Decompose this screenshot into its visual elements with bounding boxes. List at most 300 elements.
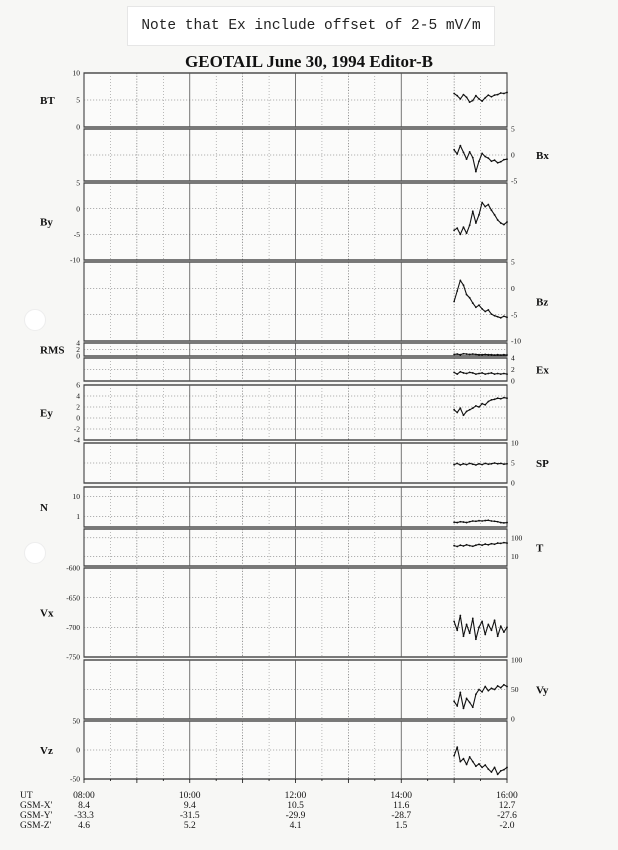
data-point (453, 353, 455, 355)
data-point (478, 463, 480, 465)
panel-bz (84, 258, 548, 346)
data-point (484, 353, 486, 355)
y-tick-label: 50 (72, 716, 80, 726)
data-point (503, 93, 505, 95)
data-point (475, 171, 477, 173)
data-point (481, 372, 483, 374)
data-point (487, 354, 489, 356)
data-point (459, 354, 461, 356)
data-point (466, 464, 468, 466)
x-tick-ut: 12:00 (284, 791, 307, 801)
data-point (478, 626, 480, 628)
data-point (469, 409, 471, 411)
data-point (459, 544, 461, 546)
data-point (453, 371, 455, 373)
data-point (481, 621, 483, 623)
data-point (466, 623, 468, 625)
panel-sp (84, 439, 549, 488)
panel-label-t: T (536, 542, 544, 555)
data-point (459, 280, 461, 282)
data-point (503, 397, 505, 399)
data-point (506, 221, 508, 223)
data-point (459, 145, 461, 147)
data-point (494, 398, 496, 400)
data-point (491, 543, 493, 545)
y-tick-label: 50 (511, 685, 519, 695)
data-point (487, 544, 489, 546)
data-point (463, 707, 465, 709)
y-tick-label: -50 (70, 774, 80, 784)
data-point (472, 618, 474, 620)
y-tick-label: 2 (76, 345, 80, 355)
panel-label-bz: Bz (536, 296, 549, 309)
x-axis-footer (20, 791, 518, 831)
panel-label-by: By (40, 216, 53, 229)
data-point (506, 373, 508, 375)
data-point (506, 463, 508, 465)
data-point (497, 94, 499, 96)
data-point (503, 224, 505, 226)
data-point (481, 308, 483, 310)
y-tick-label: 10 (72, 68, 80, 78)
data-point (469, 151, 471, 153)
data-point (466, 411, 468, 413)
data-point (475, 693, 477, 695)
data-point (491, 209, 493, 211)
data-point (453, 149, 455, 151)
data-point (478, 214, 480, 216)
data-point (463, 226, 465, 228)
data-point (494, 689, 496, 691)
data-point (466, 697, 468, 699)
data-point (469, 224, 471, 226)
y-tick-label: 2 (76, 402, 80, 412)
data-point (466, 373, 468, 375)
data-point (463, 635, 465, 637)
x-tick-z: 4.1 (289, 821, 302, 831)
data-point (459, 761, 461, 763)
y-tick-label: 1 (76, 512, 80, 522)
data-point (453, 621, 455, 623)
data-point (500, 522, 502, 524)
data-point (463, 372, 465, 374)
data-point (494, 767, 496, 769)
data-point (472, 463, 474, 465)
data-point (472, 302, 474, 304)
data-point (463, 545, 465, 547)
data-point (481, 767, 483, 769)
y-tick-label: 0 (511, 714, 515, 724)
y-tick-label: 10 (72, 492, 80, 502)
y-tick-label: 5 (511, 124, 515, 134)
data-point (478, 98, 480, 100)
y-tick-label: 0 (511, 478, 515, 488)
data-point (456, 95, 458, 97)
y-tick-label: 5 (511, 458, 515, 468)
data-point (506, 767, 508, 769)
x-tick-x: 11.6 (393, 801, 410, 811)
data-point (472, 545, 474, 547)
data-point (478, 544, 480, 546)
x-tick-x: 10.5 (287, 801, 304, 811)
data-point (491, 399, 493, 401)
panel-label-ex: Ex (536, 364, 549, 377)
x-tick-x: 9.4 (183, 801, 196, 811)
data-point (503, 159, 505, 161)
panel-vx (40, 564, 508, 662)
data-point (494, 543, 496, 545)
data-point (453, 755, 455, 757)
panel-vz (40, 717, 508, 784)
data-point (456, 522, 458, 524)
data-point (497, 397, 499, 399)
data-point (506, 354, 508, 356)
data-point (475, 95, 477, 97)
data-point (497, 354, 499, 356)
data-point (459, 464, 461, 466)
data-point (487, 519, 489, 521)
data-point (484, 156, 486, 158)
data-point (491, 629, 493, 631)
data-point (491, 687, 493, 689)
y-tick-label: -5 (511, 176, 518, 186)
data-point (459, 615, 461, 617)
data-point (481, 691, 483, 693)
y-tick-label: -5 (73, 229, 80, 239)
data-point (456, 546, 458, 548)
data-point (491, 313, 493, 315)
data-point (466, 96, 468, 98)
data-point (456, 412, 458, 414)
data-point (494, 462, 496, 464)
data-point (494, 373, 496, 375)
offset-note: Note that Ex include offset of 2-5 mV/m (127, 6, 495, 46)
data-point (484, 764, 486, 766)
data-point (469, 353, 471, 355)
y-tick-label: 0 (76, 413, 80, 423)
data-point (469, 297, 471, 299)
data-point (472, 706, 474, 708)
x-tick-x: 8.4 (78, 801, 90, 811)
data-point (506, 626, 508, 628)
data-point (453, 521, 455, 523)
data-point (500, 770, 502, 772)
data-point (456, 629, 458, 631)
data-point (453, 545, 455, 547)
data-point (484, 373, 486, 375)
data-point (475, 353, 477, 355)
data-point (484, 97, 486, 99)
data-point (503, 684, 505, 686)
y-tick-label: 4 (76, 338, 80, 348)
data-point (456, 227, 458, 229)
data-point (469, 463, 471, 465)
data-point (494, 619, 496, 621)
x-tick-ut: 10:00 (178, 791, 201, 801)
data-point (503, 769, 505, 771)
y-tick-label: 0 (511, 283, 515, 293)
data-point (459, 371, 461, 373)
panel-vy (84, 656, 549, 724)
data-point (503, 373, 505, 375)
data-point (463, 284, 465, 286)
data-point (466, 544, 468, 546)
data-point (466, 294, 468, 296)
data-point (481, 354, 483, 356)
data-point (469, 545, 471, 547)
data-point (497, 685, 499, 687)
data-point (494, 159, 496, 161)
data-point (494, 354, 496, 356)
x-tick-z: 4.6 (78, 821, 90, 831)
data-point (463, 152, 465, 154)
data-point (491, 372, 493, 374)
data-point (481, 403, 483, 405)
data-point (506, 397, 508, 399)
data-point (456, 373, 458, 375)
y-tick-label: 0 (76, 122, 80, 132)
data-point (503, 631, 505, 633)
row-label-y: GSM-Y' (20, 811, 53, 821)
data-point (503, 463, 505, 465)
panel-ex (84, 354, 549, 386)
data-point (484, 206, 486, 208)
y-tick-label: 0 (76, 351, 80, 361)
y-tick-label: -700 (66, 622, 80, 632)
data-point (500, 625, 502, 627)
data-point (506, 542, 508, 544)
data-point (497, 219, 499, 221)
x-tick-ut: 16:00 (496, 791, 518, 801)
data-point (500, 161, 502, 163)
data-point (469, 521, 471, 523)
data-point (506, 158, 508, 160)
data-point (494, 315, 496, 317)
x-tick-y: -33.3 (74, 811, 94, 821)
data-point (503, 315, 505, 317)
data-point (494, 520, 496, 522)
data-point (500, 373, 502, 375)
data-point (456, 705, 458, 707)
data-point (497, 463, 499, 465)
data-point (506, 92, 508, 94)
data-point (481, 202, 483, 204)
data-point (491, 463, 493, 465)
y-tick-label: -2 (73, 424, 80, 434)
y-tick-label: -600 (66, 563, 80, 573)
data-point (469, 371, 471, 373)
data-point (487, 463, 489, 465)
data-point (475, 464, 477, 466)
data-point (500, 92, 502, 94)
data-point (478, 373, 480, 375)
y-tick-label: 0 (76, 745, 80, 755)
data-point (500, 222, 502, 224)
data-point (459, 98, 461, 100)
data-point (475, 306, 477, 308)
data-point (466, 158, 468, 160)
data-point (481, 520, 483, 522)
y-tick-label: -4 (73, 435, 80, 445)
data-point (481, 100, 483, 102)
data-point (475, 544, 477, 546)
data-point (453, 700, 455, 702)
data-point (484, 404, 486, 406)
data-point (472, 761, 474, 763)
panel-ey (40, 381, 508, 445)
row-label-x: GSM-X' (20, 801, 53, 811)
data-point (475, 765, 477, 767)
data-point (463, 94, 465, 96)
data-point (459, 692, 461, 694)
data-point (466, 353, 468, 355)
data-point (487, 309, 489, 311)
data-point (472, 372, 474, 374)
data-point (497, 373, 499, 375)
panel-t (84, 529, 544, 566)
y-tick-label: 0 (511, 376, 515, 386)
y-tick-label: 4 (511, 353, 515, 363)
data-point (491, 160, 493, 162)
data-point (475, 638, 477, 640)
y-tick-label: 5 (76, 95, 80, 105)
data-point (503, 522, 505, 524)
y-tick-label: -10 (511, 336, 521, 346)
data-point (487, 623, 489, 625)
y-tick-label: 2 (511, 365, 515, 375)
data-point (472, 157, 474, 159)
data-point (491, 771, 493, 773)
x-tick-y: -27.6 (497, 811, 517, 821)
data-point (481, 464, 483, 466)
panel-label-vy: Vy (536, 684, 549, 697)
data-point (478, 304, 480, 306)
data-point (472, 407, 474, 409)
data-point (475, 373, 477, 375)
data-point (484, 634, 486, 636)
data-point (487, 204, 489, 206)
data-point (475, 405, 477, 407)
data-point (491, 520, 493, 522)
y-tick-label: 6 (76, 380, 80, 390)
data-point (459, 407, 461, 409)
data-point (487, 401, 489, 403)
y-tick-label: -750 (66, 652, 80, 662)
data-point (466, 764, 468, 766)
panel-bt (40, 69, 508, 132)
data-point (469, 101, 471, 103)
data-point (456, 290, 458, 292)
data-point (487, 373, 489, 375)
data-point (456, 153, 458, 155)
panel-rms (40, 339, 508, 361)
data-point (481, 544, 483, 546)
data-point (484, 520, 486, 522)
data-point (472, 100, 474, 102)
y-tick-label: -10 (70, 255, 80, 265)
data-point (472, 210, 474, 212)
data-point (478, 689, 480, 691)
panel-label-vx: Vx (40, 607, 54, 620)
data-point (487, 690, 489, 692)
x-tick-z: -2.0 (499, 821, 515, 831)
data-point (487, 157, 489, 159)
x-tick-z: 5.2 (183, 821, 196, 831)
data-point (484, 686, 486, 688)
panel-bx (84, 125, 549, 186)
row-label-z: GSM-Z' (20, 821, 52, 831)
panel-label-ey: Ey (40, 407, 53, 420)
data-point (503, 354, 505, 356)
y-tick-label: -650 (66, 593, 80, 603)
data-point (494, 94, 496, 96)
data-point (478, 406, 480, 408)
x-tick-y: -28.7 (391, 811, 412, 821)
data-point (469, 702, 471, 704)
data-point (456, 746, 458, 748)
y-tick-label: 10 (511, 438, 519, 448)
data-point (478, 354, 480, 356)
data-point (503, 542, 505, 544)
data-point (500, 354, 502, 356)
data-point (484, 311, 486, 313)
data-point (472, 520, 474, 522)
x-tick-ut: 14:00 (390, 791, 413, 801)
data-point (500, 463, 502, 465)
data-point (453, 229, 455, 231)
row-label-ut: UT (20, 791, 33, 801)
y-tick-label: 100 (511, 655, 523, 665)
data-point (475, 520, 477, 522)
data-point (469, 632, 471, 634)
data-point (456, 463, 458, 465)
data-point (497, 162, 499, 164)
panel-n (40, 487, 508, 527)
data-point (484, 543, 486, 545)
panel-by (40, 179, 508, 265)
y-tick-label: 5 (511, 257, 515, 267)
data-point (478, 160, 480, 162)
data-point (497, 521, 499, 523)
data-point (506, 522, 508, 524)
data-point (506, 316, 508, 318)
data-point (463, 353, 465, 355)
data-point (463, 463, 465, 465)
data-point (466, 522, 468, 524)
panel-label-bx: Bx (536, 150, 549, 162)
panel-label-n: N (40, 502, 48, 514)
x-tick-ut: 08:00 (73, 791, 95, 801)
data-point (500, 398, 502, 400)
data-point (453, 93, 455, 95)
data-point (469, 756, 471, 758)
data-point (466, 232, 468, 234)
data-point (491, 354, 493, 356)
panel-label-bt: BT (40, 95, 55, 107)
data-point (500, 317, 502, 319)
data-point (497, 773, 499, 775)
data-point (459, 233, 461, 235)
panel-label-vz: Vz (40, 745, 53, 757)
data-point (500, 687, 502, 689)
data-point (463, 758, 465, 760)
x-tick-z: 1.5 (395, 821, 408, 831)
data-point (459, 521, 461, 523)
data-point (456, 353, 458, 355)
data-point (453, 301, 455, 303)
y-tick-label: -5 (511, 310, 518, 320)
data-point (478, 763, 480, 765)
